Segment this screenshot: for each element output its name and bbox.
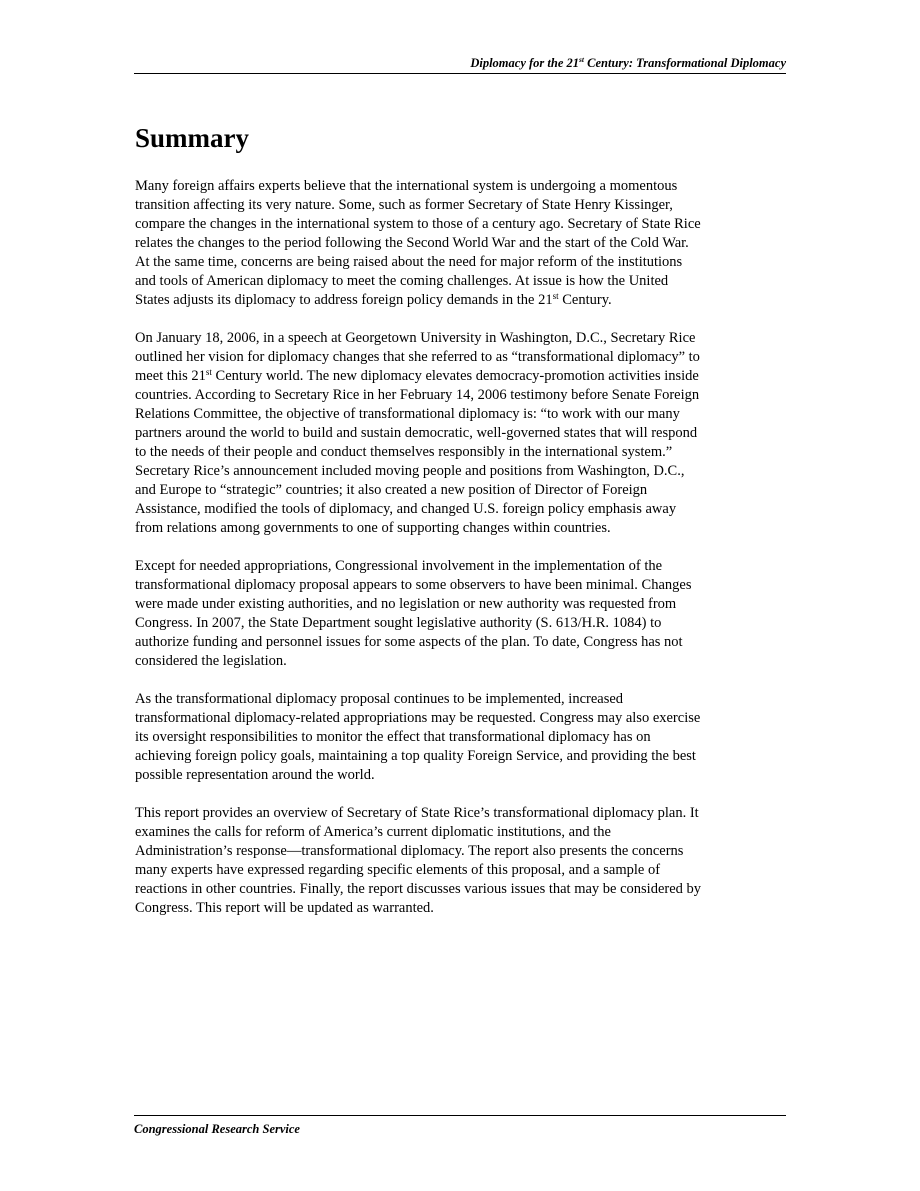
text-line: examines the calls for reform of America’s current diplomatic institutions, and the [135,824,611,840]
text-line: Many foreign affairs experts believe that the international system is undergoing a momentous [135,178,678,194]
text-line: Assistance, modified the tools of diplomacy, and changed U.S. foreign policy emphasis away [135,501,677,517]
text-line: Secretary Rice’s announcement included moving people and positions from Washington, D.C., [135,463,685,479]
text-line: Administration’s response—transformational diplomacy. The report also presents the concerns [135,843,684,859]
text-line: transition affecting its very nature. Some, such as former Secretary of State Henry Kissinger, [135,197,673,213]
header-title-superscript: st [579,55,585,64]
paragraph-3 [135,557,790,671]
text-line: partners around the world to build and sustain democratic, well-governed states that will respond [135,425,698,441]
superscript: st [205,367,212,377]
text-line: Except for needed appropriations, Congressional involvement in the implementation of the [135,558,663,574]
text-line: countries. According to Secretary Rice in her February 14, 2006 testimony before Senate Foreign [135,387,700,403]
page-title: Summary [135,123,249,153]
footer-text: Congressional Research Service [134,1122,300,1136]
text-line: Congress. In 2007, the State Department sought legislative authority (S. 613/H.R. 1084) to [135,615,662,631]
text-line: States adjusts its diplomacy to address foreign policy demands in the 21 [135,292,553,308]
text-line: Relations Committee, the objective of transformational diplomacy is: “to work with our many [135,406,680,422]
text-line: were made under existing authorities, and no legislation or new authority was requested from [135,596,677,612]
text-line: Century. [558,292,612,308]
paragraph-2 [135,329,790,538]
text-line: and Europe to “strategic” countries; it also created a new position of Director of Foreign [135,482,648,498]
text-line: As the transformational diplomacy proposal continues to be implemented, increased [135,691,624,707]
paragraph-4 [135,690,790,785]
text-line: its oversight responsibilities to monitor the effect that transformational diplomacy has on [135,729,651,745]
superscript: st [552,291,559,301]
text-line: transformational diplomacy proposal appears to some observers to have been minimal. Changes [135,577,692,593]
text-line: considered the legislation. [135,653,287,669]
text-line: On January 18, 2006, in a speech at Georgetown University in Washington, D.C., Secretary Rice [135,330,696,346]
text-line: to the needs of their people and conduct themselves responsibly in the international system.” [135,444,673,460]
text-line: from relations among governments to one of supporting changes within countries. [135,520,611,536]
text-line: authorize funding and personnel issues for some aspects of the plan. To date, Congress has not [135,634,683,650]
text-line: transformational diplomacy-related appropriations may be requested. Congress may also exercise [135,710,701,726]
text-line: and tools of American diplomacy to meet the coming challenges. At issue is how the United [135,273,669,289]
running-footer [134,1115,786,1137]
paragraph-5 [135,804,790,918]
text-line: achieving foreign policy goals, maintaining a top quality Foreign Service, and providing the best [135,748,696,764]
text-line: reactions in other countries. Finally, the report discusses various issues that may be considered by [135,881,702,897]
text-line: compare the changes in the international system to those of a century ago. Secretary of State Rice [135,216,701,232]
text-line: meet this 21 [135,368,206,384]
text-line: possible representation around the world. [135,767,375,783]
text-line: relates the changes to the period following the Second World War and the start of the Cold War. [135,235,689,251]
text-line: many experts have expressed regarding specific elements of this proposal, and a sample of [135,862,661,878]
text-line: outlined her vision for diplomacy changes that she referred to as “transformational diplomacy” to [135,349,700,365]
text-line: At the same time, concerns are being raised about the need for major reform of the institutions [135,254,683,270]
header-title-part2: Century: Transformational Diplomacy [584,56,786,70]
summary-body [135,177,790,937]
text-line: This report provides an overview of Secretary of State Rice’s transformational diplomacy plan. It [135,805,699,821]
paragraph-1 [135,177,790,310]
header-title-part1: Diplomacy for the 21 [470,56,579,70]
text-line: Century world. The new diplomacy elevates democracy-promotion activities inside [211,368,699,384]
text-line: Congress. This report will be updated as warranted. [135,900,434,916]
running-header [134,56,786,74]
